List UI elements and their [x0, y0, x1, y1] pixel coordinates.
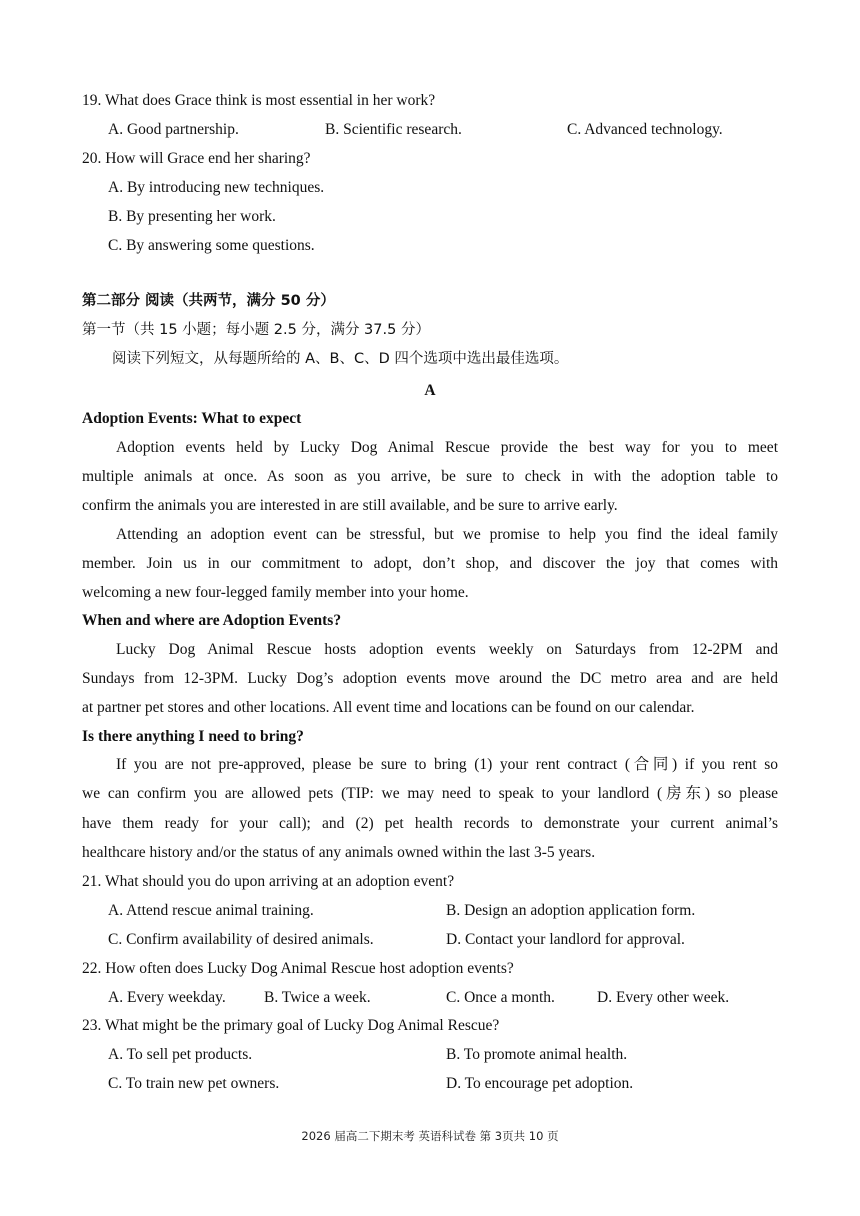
question-23-stem: 23. What might be the primary goal of Lucky Dog Animal Rescue? [82, 1017, 500, 1034]
part-two-title: 第二部分 阅读（共两节，满分 50 分） [82, 293, 335, 309]
passage-letter: A [424, 382, 436, 399]
question-19-option-a: A. Good partnership. [108, 121, 239, 138]
subsection-title: 第一节（共 15 小题；每小题 2.5 分，满分 37.5 分） [82, 322, 430, 338]
question-20-option-c: C. By answering some questions. [108, 237, 315, 254]
question-21-option-c: C. Confirm availability of desired animals. [108, 931, 374, 948]
question-21-option-b: B. Design an adoption application form. [446, 902, 696, 919]
question-23-option-d: D. To encourage pet adoption. [446, 1075, 634, 1092]
paragraph-3-line-1: Lucky Dog Animal Rescue hosts adoption events weekly on Saturdays from 12-2PM and [116, 641, 778, 658]
paragraph-1-line-1: Adoption events held by Lucky Dog Animal Rescue provide the best way for you to meet [116, 439, 778, 456]
paragraph-3-line-2: Sundays from 12-3PM. Lucky Dog’s adoption events move around the DC metro area and are held [82, 670, 778, 687]
paragraph-4-line-3: have them ready for your call); and (2) pet health records to demonstrate your current animal’s [82, 815, 778, 832]
question-20-option-b: B. By presenting her work. [108, 208, 276, 225]
reading-instruction: 阅读下列短文，从每题所给的 A、B、C、D 四个选项中选出最佳选项。 [112, 351, 569, 367]
question-21-option-a: A. Attend rescue animal training. [108, 902, 314, 919]
passage-heading-expect: Adoption Events: What to expect [82, 410, 302, 427]
question-22-option-b: B. Twice a week. [264, 989, 371, 1006]
question-21-option-d: D. Contact your landlord for approval. [446, 931, 685, 948]
question-22-option-d: D. Every other week. [597, 989, 730, 1006]
paragraph-1-line-3: confirm the animals you are interested in are still available, and be sure to arrive early. [82, 497, 618, 514]
question-22-stem: 22. How often does Lucky Dog Animal Rescue host adoption events? [82, 960, 514, 977]
passage-heading-bring: Is there anything I need to bring? [82, 728, 304, 745]
question-20-option-a: A. By introducing new techniques. [108, 179, 325, 196]
question-22-option-c: C. Once a month. [446, 989, 555, 1006]
question-23-option-a: A. To sell pet products. [108, 1046, 253, 1063]
paragraph-3-line-3: at partner pet stores and other locations. All event time and locations can be found on our calendar. [82, 699, 695, 716]
page-footer: 2026 届高二下期末考 英语科试卷 第 3页共 10 页 [301, 1129, 559, 1143]
paragraph-4-line-4: healthcare history and/or the status of any animals owned within the last 3-5 years. [82, 844, 596, 861]
question-22-option-a: A. Every weekday. [108, 989, 226, 1006]
question-23-option-c: C. To train new pet owners. [108, 1075, 280, 1092]
paragraph-2-line-3: welcoming a new four-legged family member into your home. [82, 584, 469, 601]
paragraph-2-line-1: Attending an adoption event can be stressful, but we promise to help you find the ideal family [116, 526, 778, 543]
question-19-option-b: B. Scientific research. [325, 121, 462, 138]
question-21-stem: 21. What should you do upon arriving at an adoption event? [82, 873, 455, 890]
paragraph-1-line-2: multiple animals at once. As soon as you arrive, be sure to check in with the adoption table to [82, 468, 778, 485]
question-19-option-c: C. Advanced technology. [567, 121, 723, 138]
paragraph-4-line-2: we can confirm you are allowed pets (TIP: we may need to speak to your landlord (房东) so please [82, 785, 778, 802]
question-20-stem: 20. How will Grace end her sharing? [82, 150, 311, 167]
question-19-stem: 19. What does Grace think is most essential in her work? [82, 92, 436, 109]
question-23-option-b: B. To promote animal health. [446, 1046, 628, 1063]
passage-heading-when-where: When and where are Adoption Events? [82, 612, 342, 629]
paragraph-2-line-2: member. Join us in our commitment to adopt, don’t shop, and discover the joy that comes with [82, 555, 778, 572]
paragraph-4-line-1: If you are not pre-approved, please be sure to bring (1) your rent contract (合同) if you rent so [116, 756, 778, 773]
